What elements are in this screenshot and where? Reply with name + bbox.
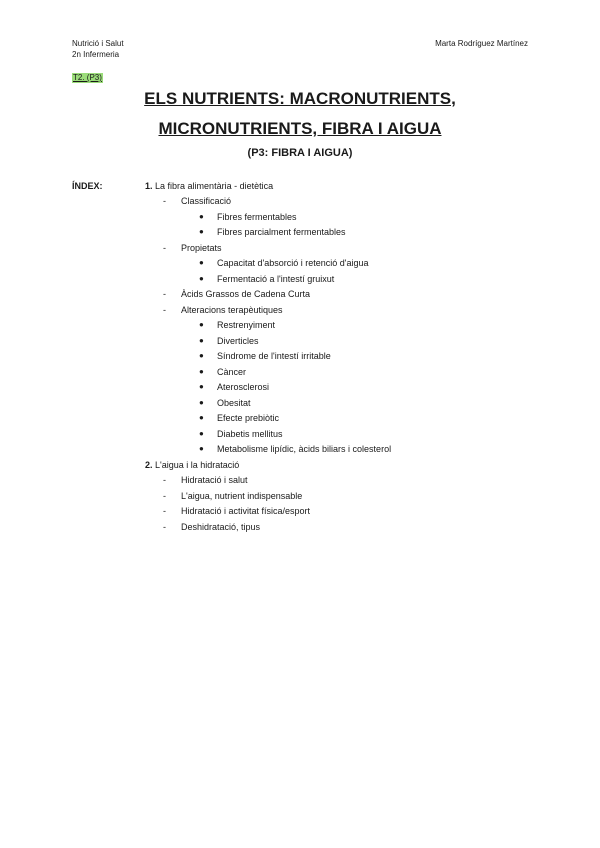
dash-marker: - — [163, 289, 166, 299]
list-item: Metabolisme lipídic, àcids biliars i colesterol — [217, 444, 392, 454]
dash-marker: - — [163, 506, 166, 516]
bullet-marker: ● — [199, 351, 204, 360]
bullet-marker: ● — [199, 320, 204, 329]
bullet-marker: ● — [199, 444, 204, 453]
subsection-item: Propietats — [181, 243, 222, 253]
dash-marker: - — [163, 522, 166, 532]
section-2-heading — [145, 459, 239, 471]
bullet-marker: ● — [199, 227, 204, 236]
bullet-marker: ● — [199, 413, 204, 422]
section-number: 2. — [145, 460, 153, 470]
bullet-marker: ● — [199, 398, 204, 407]
subsection-item: Hidratació i activitat física/esport — [181, 506, 311, 516]
list-item: Síndrome de l'intestí irritable — [217, 351, 331, 361]
list-item: Efecte prebiòtic — [217, 413, 280, 423]
list-item: Capacitat d'absorció i retenció d'aigua — [217, 258, 369, 268]
page-title-line2: MICRONUTRIENTS, FIBRA I AIGUA — [158, 119, 442, 138]
subsection-item: Àcids Grassos de Cadena Curta — [181, 289, 311, 299]
bullet-marker: ● — [199, 382, 204, 391]
dash-marker: - — [163, 491, 166, 501]
course-year: 2n Infermeria — [72, 50, 120, 59]
list-item: Obesitat — [217, 398, 251, 408]
list-item: Càncer — [217, 367, 247, 377]
bullet-marker: ● — [199, 336, 204, 345]
dash-marker: - — [163, 475, 166, 485]
list-item: Fibres parcialment fermentables — [217, 227, 346, 237]
list-item: Fibres fermentables — [217, 212, 297, 222]
subsection-item: Hidratació i salut — [181, 475, 248, 485]
page-subtitle: (P3: FIBRA I AIGUA) — [247, 147, 353, 159]
topic-tag: T2. (P3) — [73, 73, 102, 82]
header-left — [72, 38, 124, 60]
list-item: Diverticles — [217, 336, 259, 346]
section-title: La fibra alimentària - dietètica — [155, 181, 274, 191]
bullet-marker: ● — [199, 429, 204, 438]
index-label: ÍNDEX: — [72, 181, 103, 191]
subsection-item: Deshidratació, tipus — [181, 522, 261, 532]
subsection-item: Classificació — [181, 196, 232, 206]
bullet-marker: ● — [199, 212, 204, 221]
section-1-heading — [145, 180, 273, 192]
author-name: Marta Rodríguez Martínez — [435, 39, 528, 48]
subsection-item: L'aigua, nutrient indispensable — [181, 491, 303, 501]
dash-marker: - — [163, 243, 166, 253]
list-item: Diabetis mellitus — [217, 429, 283, 439]
section-number: 1. — [145, 181, 153, 191]
subsection-item: Alteracions terapèutiques — [181, 305, 283, 315]
course-name: Nutrició i Salut — [72, 39, 124, 48]
page-title-line1: ELS NUTRIENTS: MACRONUTRIENTS, — [144, 89, 456, 108]
bullet-marker: ● — [199, 274, 204, 283]
dash-marker: - — [163, 305, 166, 315]
list-item: Fermentació a l'intestí gruixut — [217, 274, 335, 284]
bullet-marker: ● — [199, 258, 204, 267]
dash-marker: - — [163, 196, 166, 206]
section-title: L'aigua i la hidratació — [155, 460, 240, 470]
list-item: Aterosclerosi — [217, 382, 270, 392]
bullet-marker: ● — [199, 367, 204, 376]
list-item: Restrenyiment — [217, 320, 276, 330]
